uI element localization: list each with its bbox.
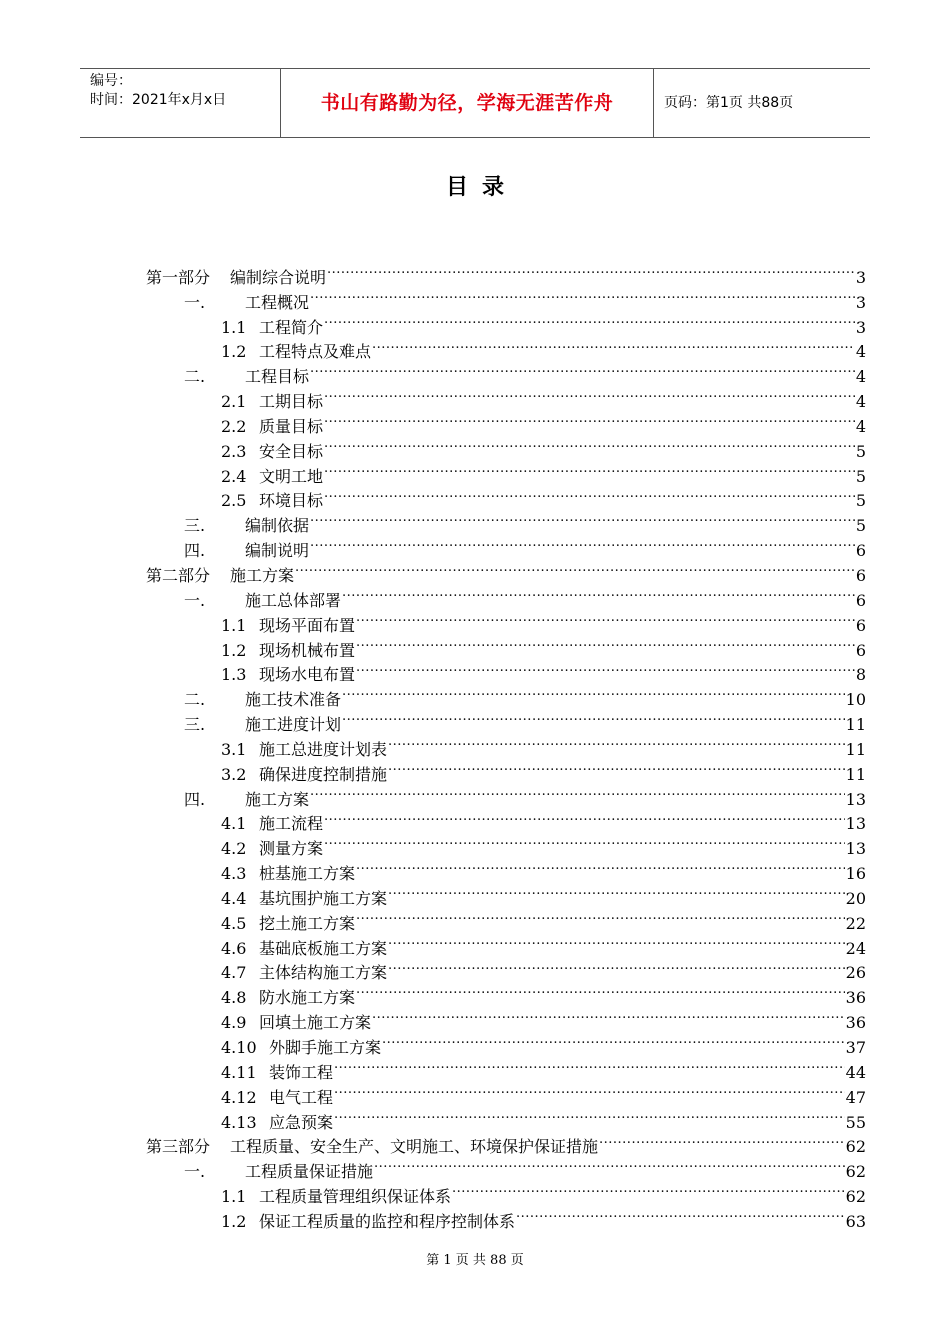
toc-entry-title: 测量方案: [259, 839, 324, 859]
toc-dot-leader: [310, 357, 855, 382]
toc-entry-page: 6: [855, 640, 866, 660]
toc-entry[interactable]: [146, 506, 866, 536]
toc-entry-page: 47: [845, 1087, 866, 1107]
toc-entry[interactable]: [146, 730, 866, 759]
toc-entry-title: 工程质量保证措施: [245, 1162, 374, 1182]
toc-entry-page: 5: [855, 466, 866, 486]
toc-dot-leader: [356, 904, 845, 929]
toc-entry-title: 基础底板施工方案: [259, 938, 388, 958]
toc-entry-number: 1.2: [221, 1211, 247, 1231]
page-header: [80, 68, 870, 138]
toc-entry[interactable]: [146, 581, 866, 610]
toc-entry[interactable]: [146, 755, 866, 784]
toc-entry-number: 4.6: [221, 938, 247, 958]
toc-entry[interactable]: [146, 1103, 866, 1132]
toc-dot-leader: [356, 854, 845, 879]
toc-entry[interactable]: [146, 680, 866, 710]
toc-dot-leader: [310, 506, 855, 531]
toc-entry[interactable]: [146, 631, 866, 660]
toc-entry-number: 二.: [184, 690, 206, 710]
toc-dot-leader: [334, 1053, 845, 1078]
toc-entry-page: 63: [845, 1211, 866, 1231]
toc-entry-title: 工程特点及难点: [259, 342, 372, 362]
page-title: 目录: [445, 175, 518, 200]
toc-entry-number: 4.13: [221, 1112, 257, 1132]
toc-dot-leader: [356, 978, 845, 1003]
toc-entry[interactable]: [146, 805, 866, 834]
toc-entry-number: 一.: [184, 590, 206, 610]
toc-entry-page: 11: [845, 715, 866, 735]
toc-entry-title: 现场机械布置: [259, 640, 356, 660]
toc-entry-page: 4: [855, 342, 866, 362]
toc-entry[interactable]: [146, 407, 866, 436]
toc-entry-title: 工程目标: [245, 367, 310, 387]
toc-entry-number: 2.4: [221, 466, 247, 486]
toc-entry-number: 2.5: [221, 491, 247, 511]
toc-entry-page: 5: [855, 441, 866, 461]
toc-dot-leader: [334, 1103, 845, 1128]
toc-dot-leader: [382, 1028, 845, 1053]
toc-entry-page: 4: [855, 392, 866, 412]
toc-entry-title: 质量目标: [259, 416, 324, 436]
toc-entry-title: 回填土施工方案: [259, 1013, 372, 1033]
toc-entry[interactable]: [146, 1003, 866, 1033]
toc-entry-page: 16: [845, 864, 866, 884]
toc-entry-title: 施工进度计划: [245, 715, 342, 735]
toc-entry-number: 第二部分: [146, 565, 211, 585]
toc-entry[interactable]: [146, 879, 866, 908]
toc-entry-title: 施工方案: [245, 789, 310, 809]
toc-dot-leader: [324, 308, 855, 333]
toc-entry-page: 62: [845, 1187, 866, 1207]
toc-entry[interactable]: [146, 457, 866, 486]
toc-entry[interactable]: [146, 1053, 866, 1082]
toc-entry-number: 4.11: [221, 1062, 257, 1082]
toc-entry-number: 2.2: [221, 416, 247, 436]
toc-entry-title: 编制说明: [245, 541, 310, 561]
toc-entry-title: 确保进度控制措施: [259, 764, 388, 784]
toc-entry-title: 工期目标: [259, 392, 324, 412]
toc-entry-title: 装饰工程: [269, 1062, 334, 1082]
toc-dot-leader: [374, 1152, 845, 1177]
toc-entry-title: 外脚手施工方案: [269, 1038, 382, 1057]
toc-entry-number: 第一部分: [146, 267, 211, 287]
toc-entry[interactable]: [146, 606, 866, 635]
toc-entry[interactable]: [146, 432, 866, 461]
toc-dot-leader: [324, 829, 845, 854]
toc-dot-leader: [324, 805, 845, 830]
table-of-contents: [146, 258, 866, 1231]
toc-dot-leader: [310, 531, 855, 556]
toc-entry-number: 1.2: [221, 640, 247, 660]
toc-entry-page: 6: [855, 541, 866, 561]
toc-entry-number: 1.1: [221, 615, 247, 635]
toc-entry-page: 8: [855, 665, 866, 685]
toc-entry-title: 工程概况: [245, 292, 310, 312]
toc-entry-page: 62: [845, 1137, 866, 1157]
toc-entry-title: 现场平面布置: [259, 615, 356, 635]
toc-entry[interactable]: [146, 283, 866, 312]
toc-entry-number: 4.2: [221, 839, 247, 859]
toc-dot-leader: [388, 929, 845, 954]
toc-entry-title: 主体结构施工方案: [259, 963, 388, 983]
header-motto: 书山有路勤为径，学海无涯苦作舟: [281, 69, 654, 137]
toc-dot-leader: [516, 1202, 845, 1227]
toc-entry-title: 保证工程质量的监控和程序控制体系: [259, 1211, 516, 1231]
toc-entry-number: 4.9: [221, 1013, 247, 1033]
toc-entry[interactable]: [146, 308, 866, 337]
toc-entry-page: 3: [855, 292, 866, 312]
toc-entry[interactable]: [146, 1152, 866, 1182]
toc-entry[interactable]: [146, 929, 866, 958]
toc-entry[interactable]: [146, 333, 866, 362]
toc-dot-leader: [334, 1078, 845, 1103]
toc-entry[interactable]: [146, 258, 866, 287]
toc-dot-leader: [388, 730, 845, 755]
toc-entry[interactable]: [146, 382, 866, 412]
toc-entry-page: 62: [845, 1162, 866, 1182]
toc-entry-number: 4.3: [221, 864, 247, 884]
toc-entry-number: 二.: [184, 367, 206, 387]
toc-dot-leader: [324, 457, 855, 482]
toc-entry[interactable]: [146, 829, 866, 859]
toc-entry-number: 2.1: [221, 392, 247, 412]
toc-entry[interactable]: [146, 780, 866, 809]
toc-entry[interactable]: [146, 1202, 866, 1231]
toc-entry[interactable]: [146, 656, 866, 685]
document-number-label: 编号：: [90, 73, 132, 89]
toc-entry-title: 施工方案: [230, 565, 295, 585]
toc-entry-page: 6: [855, 615, 866, 635]
toc-entry-page: 20: [845, 888, 866, 908]
toc-entry-title: 施工总进度计划表: [259, 739, 388, 759]
toc-entry-title: 施工总体部署: [245, 590, 342, 610]
toc-dot-leader: [388, 954, 845, 979]
toc-entry-title: 工程质量管理组织保证体系: [259, 1187, 452, 1207]
toc-entry-number: 四.: [184, 541, 206, 561]
toc-entry-title: 环境目标: [259, 491, 324, 511]
toc-entry-title: 基坑围护施工方案: [259, 888, 388, 908]
toc-dot-leader: [310, 283, 855, 308]
toc-entry-number: 4.5: [221, 913, 247, 933]
toc-dot-leader: [310, 780, 845, 805]
toc-entry-number: 4.7: [221, 963, 247, 983]
toc-entry-number: 4.8: [221, 988, 247, 1008]
toc-entry-page: 6: [855, 590, 866, 610]
toc-entry-number: 一.: [184, 292, 206, 312]
toc-dot-leader: [324, 407, 855, 432]
toc-dot-leader: [356, 631, 855, 656]
toc-entry-number: 1.3: [221, 665, 247, 685]
toc-dot-leader: [324, 432, 855, 457]
toc-entry-page: 26: [845, 963, 866, 983]
toc-dot-leader: [452, 1177, 845, 1202]
toc-entry-number: 3.2: [221, 764, 247, 784]
toc-entry-page: 5: [855, 516, 866, 536]
toc-entry-page: 13: [845, 789, 866, 809]
toc-entry-page: 36: [845, 1013, 866, 1033]
toc-dot-leader: [372, 1003, 845, 1028]
toc-entry-page: 3: [855, 267, 866, 287]
toc-dot-leader: [295, 556, 855, 581]
toc-entry-page: 11: [845, 739, 866, 759]
toc-entry-number: 第三部分: [146, 1137, 211, 1157]
toc-entry-title: 挖土施工方案: [259, 913, 356, 933]
toc-entry-number: 1.1: [221, 1187, 247, 1207]
toc-entry[interactable]: [146, 531, 866, 561]
toc-entry[interactable]: [146, 854, 866, 884]
toc-entry-number: 4.10: [221, 1038, 257, 1057]
toc-dot-leader: [324, 482, 855, 507]
toc-dot-leader: [324, 382, 855, 407]
toc-entry-page: 13: [845, 839, 866, 859]
toc-entry-page: 3: [855, 317, 866, 337]
toc-entry-page: 10: [845, 690, 866, 710]
toc-entry-page: 5: [855, 491, 866, 511]
toc-entry-title: 电气工程: [269, 1087, 334, 1107]
toc-entry-number: 3.1: [221, 739, 247, 759]
toc-entry-page: 4: [855, 416, 866, 436]
toc-dot-leader: [388, 755, 845, 780]
toc-dot-leader: [599, 1128, 845, 1153]
toc-dot-leader: [388, 879, 845, 904]
toc-entry-page: 11: [845, 764, 866, 784]
toc-entry-number: 1.1: [221, 317, 247, 337]
toc-dot-leader: [356, 656, 855, 681]
toc-entry-number: 2.3: [221, 441, 247, 461]
toc-entry-number: 四.: [184, 789, 206, 809]
toc-entry-number: 4.1: [221, 814, 247, 834]
toc-entry-page: 13: [845, 814, 866, 834]
toc-entry-title: 文明工地: [259, 466, 324, 486]
toc-entry-page: 22: [845, 913, 866, 933]
toc-entry-title: 工程质量、安全生产、文明施工、环境保护保证措施: [230, 1137, 599, 1157]
toc-entry[interactable]: [146, 904, 866, 933]
toc-entry[interactable]: [146, 1128, 866, 1157]
page-footer: 第 1 页 共 88 页: [426, 1253, 524, 1268]
toc-entry-number: 1.2: [221, 342, 247, 362]
toc-dot-leader: [342, 581, 855, 606]
toc-entry[interactable]: [146, 1078, 866, 1107]
toc-entry-page: 37: [845, 1038, 866, 1057]
toc-entry[interactable]: [146, 357, 866, 387]
toc-entry-page: 4: [855, 367, 866, 387]
toc-entry-title: 编制综合说明: [230, 267, 327, 287]
toc-entry-page: 24: [845, 938, 866, 958]
header-page-info: 页码：第1页 共88页: [664, 95, 794, 111]
toc-entry-page: 6: [855, 565, 866, 585]
toc-entry-title: 防水施工方案: [259, 988, 356, 1008]
toc-dot-leader: [372, 333, 855, 358]
header-meta-cell: [80, 69, 281, 137]
toc-entry-number: 一.: [184, 1162, 206, 1182]
toc-dot-leader: [327, 258, 855, 283]
toc-entry-title: 应急预案: [269, 1112, 334, 1132]
toc-entry-number: 三.: [184, 516, 206, 536]
toc-entry-page: 55: [845, 1112, 866, 1132]
toc-dot-leader: [356, 606, 855, 631]
toc-entry-title: 工程简介: [259, 317, 324, 337]
toc-dot-leader: [342, 705, 845, 730]
toc-entry-number: 4.4: [221, 888, 247, 908]
toc-entry-page: 36: [845, 988, 866, 1008]
toc-entry-title: 施工技术准备: [245, 690, 342, 710]
toc-entry[interactable]: [146, 705, 866, 735]
toc-entry[interactable]: [146, 954, 866, 983]
toc-entry[interactable]: [146, 1177, 866, 1207]
toc-entry-number: 三.: [184, 715, 206, 735]
toc-entry[interactable]: [146, 1028, 866, 1057]
toc-entry-title: 桩基施工方案: [259, 864, 356, 884]
toc-entry-title: 安全目标: [259, 441, 324, 461]
toc-entry-title: 施工流程: [259, 814, 324, 834]
document-time-label: 时间：2021年x月x日: [90, 92, 227, 108]
toc-entry-title: 编制依据: [245, 516, 310, 536]
toc-entry-number: 4.12: [221, 1087, 257, 1107]
toc-entry-page: 44: [845, 1062, 866, 1082]
toc-entry-title: 现场水电布置: [259, 665, 356, 685]
toc-entry[interactable]: [146, 556, 866, 585]
toc-entry[interactable]: [146, 978, 866, 1008]
toc-dot-leader: [342, 680, 845, 705]
toc-entry[interactable]: [146, 482, 866, 511]
